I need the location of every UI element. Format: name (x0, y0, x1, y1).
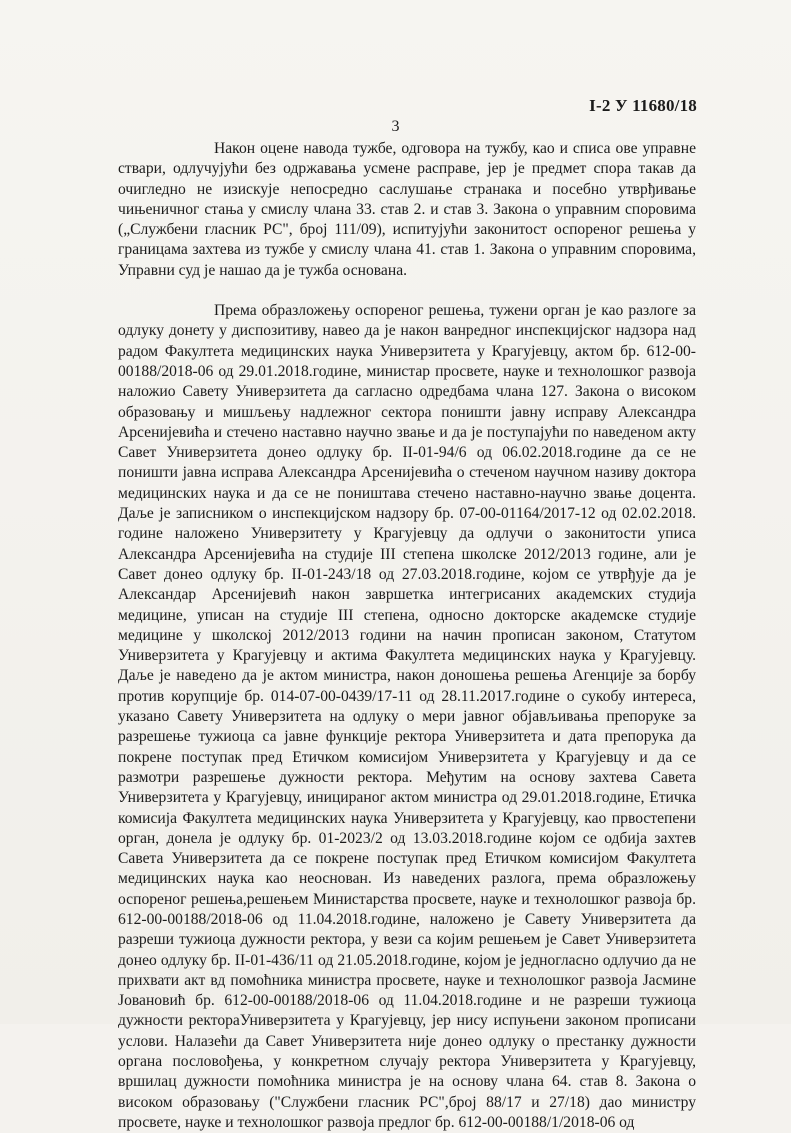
paragraph: Према образложењу оспореног решења, тужени орган је као разлоге за одлуку донету у диспозитиву, навео да је након ванредног инспекцијског надзора над радом Факултета медицинских наука Универзитета у Крагујевцу, актом бр. 612-00-00188/2018-06 од 29.01.2018.године, министар просвете, науке и технолошког развоја наложио Савету Универзитета да сагласно одредбама члана 127. Закона о високом образовању и мишљењу надлежног сектора поништи јавну исправу Александра Арсенијевића и стечено наставно научно звање и да је поступајући по наведеном акту Савет Универзитета донео одлуку бр. II-01-94/6 од 06.02.2018.године да се не поништи јавна исправа Александра Арсенијевића о стеченом научном називу доктора медицинских наука и да се не поништава стечено наставно-научно звање доцента. Даље је записником о инспекцијском надзору бр. 07-00-01164/2017-12 од 02.02.2018. године наложено Универзитету у Крагујевцу да одлучи о законитости уписа Александра Арсенијевића на студије III степена школске 2012/2013 године, али је Савет донео одлуку бр. II-01-243/18 од 27.03.2018.године, којом се утврђује да је Александар Арсенијевић након завршетка интегрисаних академских студија медицине, уписан на студије III степена, односно докторске академске студије медицине у школској 2012/2013 години на начин прописан законом, Статутом Универзитета у Крагујевцу и актима Факултета медицинских наука у Крагујевцу. Даље је наведено да је актом министра, након доношења решења Агенције за борбу против корупције бр. 014-07-00-0439/17-11 од 28.11.2017.године о сукобу интереса, указано Савету Универзитета на одлуку о мери јавног објављивања препоруке за разрешење тужиоца са јавне функције ректора Универзитета и дата препорука да покрене поступак пред Етичком комисијом Универзитета у Крагујевцу и да се размотри разрешење дужности ректора. Међутим на основу захтева Савета Универзитета у Крагујевцу, иницираног актом министра од 29.01.2018.године, Етичка комисија Факултета медицинских наука Универзитета у Крагујевцу, као првостепени орган, донела је одлуку бр. 01-2023/2 од 13.03.2018.године којом се одбија захтев Савета Универзитета да се покрене поступак пред Етичком комисијом Факултета медицинских наука као неоснован. Из наведених разлога, према образложењу оспореног решења,решењем Министарства просвете, науке и технолошког развоја бр. 612-00-00188/2018-06 од 11.04.2018.године, наложено је Савету Универзитета да разреши тужиоца дужности ректора, у вези са којим решењем је Савет Универзитета донео одлуку бр. II-01-436/11 од 21.05.2018.године, којом је једногласно одлучио да не прихвати акт вд помоћника министра просвете, науке и технолошког развоја Јасмине Јовановић бр. 612-00-00188/2018-06 од 11.04.2018.године и не разреши тужиоца дужности ректораУниверзитета у Крагујевцу, јер нису испуњени законом прописани услови. Налазећи да Савет Универзитета није донео одлуку о престанку дужности органа пословођења, у конкретном случају ректора Универзитета у Крагујевцу, вршилац дужности помоћника министра је на основу члана 64. став 8. Закона о високом образовању ("Службени гласник РС",број 88/17 и 27/18) дао министру просвете, науке и технолошког развоја предлог бр. 612-00-00188/1/2018-06 од (118, 302, 696, 1131)
case-number: І-2 У 11680/18 (589, 96, 697, 115)
page-number: 3 (391, 118, 400, 135)
paragraph: Након оцене навода тужбе, одговора на тужбу, као и списа ове управне ствари, одлучујући без одржавања усмене расправе, јер је предмет спора такав да очигледно не изискује непосредно саслушање странака и посебно утврђивање чињеничног стања у смислу члана 33. став 2. и став 3. Закона о управним споровима („Службени гласник РС", број 111/09), испитујући законитост оспореног решења у границама захтева из тужбе у смислу члана 41. став 1. Закона о управним споровима, Управни суд је нашао да је тужба основана. (118, 140, 696, 279)
document-body (118, 139, 696, 1133)
